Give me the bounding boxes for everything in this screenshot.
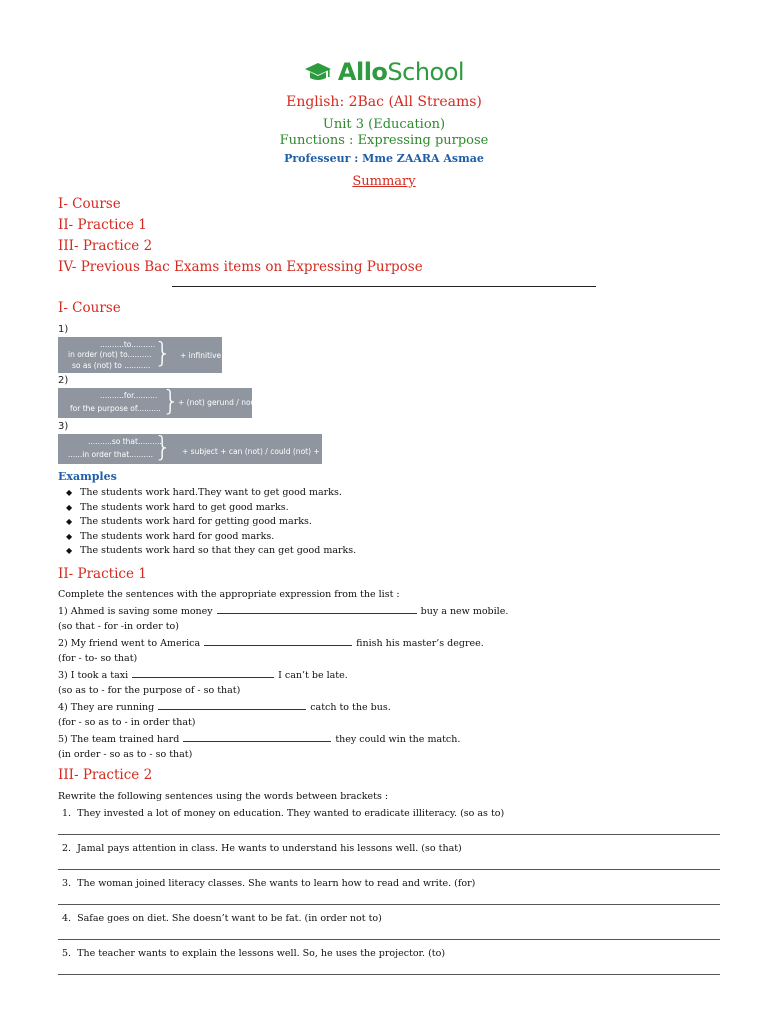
formula-box-3 [58, 430, 355, 464]
diamond-bullet-icon: ◆ [66, 546, 73, 555]
question-number: 5. [62, 948, 72, 959]
toc-item: III- Practice 2 [58, 238, 153, 254]
question-number: 1. [62, 808, 72, 819]
question-number: 3. [62, 878, 72, 889]
answer-line[interactable] [58, 869, 720, 870]
practice1-heading: II- Practice 1 [58, 566, 147, 582]
formula-rule: + subject + can (not) / could (not) + infinitive [182, 447, 355, 456]
question-text: Safae goes on diet. She doesn’t want to be fat. (in order not to) [77, 913, 382, 924]
sentence-start: 1) Ahmed is saving some money [58, 606, 213, 617]
list-item [66, 501, 356, 516]
answer-blank[interactable] [183, 733, 331, 742]
list-item [66, 544, 356, 559]
sentence-start: 3) I took a taxi [58, 670, 129, 681]
sentence-end: catch to the bus. [310, 702, 391, 713]
question-number: 2. [62, 843, 72, 854]
answer-line[interactable] [58, 939, 720, 940]
answer-line[interactable] [58, 834, 720, 835]
formula-number: 2) [58, 375, 69, 386]
formula-box-2 [58, 384, 261, 418]
list-item [66, 515, 356, 530]
course-heading: I- Course [58, 300, 121, 316]
example-text: The students work hard.They want to get good marks. [80, 487, 342, 498]
practice1-options: (for - so as to - in order that) [58, 717, 196, 728]
summary-heading: Summary [352, 174, 416, 189]
answer-blank[interactable] [204, 637, 352, 646]
practice2-question [62, 878, 475, 889]
practice2-question [62, 948, 445, 959]
question-text: The woman joined literacy classes. She wants to learn how to read and write. (for) [77, 878, 476, 889]
question-number: 4. [62, 913, 72, 924]
practice2-question [62, 843, 462, 854]
answer-blank[interactable] [158, 701, 306, 710]
sentence-end: finish his master’s degree. [356, 638, 484, 649]
question-text: The teacher wants to explain the lessons well. So, he uses the projector. (to) [77, 948, 446, 959]
unit-title: Unit 3 (Education) [322, 117, 446, 132]
section-divider [172, 286, 596, 287]
functions-title: Functions : Expressing purpose [279, 133, 489, 148]
answer-blank[interactable] [217, 605, 417, 614]
brace-icon: } [154, 336, 172, 369]
formula-number: 3) [58, 421, 69, 432]
formula-line: in order (not) to.......... [68, 350, 152, 359]
graduation-cap-icon [304, 60, 332, 84]
brace-icon: } [154, 430, 172, 463]
practice2-question [62, 913, 382, 924]
formula-line: ..........so that.......... [88, 437, 162, 446]
examples-list [66, 486, 356, 559]
diamond-bullet-icon: ◆ [66, 517, 73, 526]
practice1-sentence [58, 637, 484, 649]
example-text: The students work hard to get good marks. [80, 501, 289, 513]
practice1-options: (in order - so as to - so that) [58, 749, 193, 760]
answer-line[interactable] [58, 974, 720, 975]
answer-blank[interactable] [132, 669, 274, 678]
practice2-question [62, 808, 504, 819]
brace-icon: } [162, 384, 180, 417]
toc-item: II- Practice 1 [58, 217, 147, 233]
sentence-start: 5) The team trained hard [58, 734, 180, 745]
practice1-instruction: Complete the sentences with the appropriate expression from the list : [58, 589, 400, 600]
answer-line[interactable] [58, 904, 720, 905]
question-text: They invested a lot of money on education. They wanted to eradicate illiteracy. (so as to) [77, 808, 505, 819]
sentence-end: they could win the match. [335, 734, 461, 745]
example-text: The students work hard for getting good marks. [80, 516, 312, 527]
sentence-start: 2) My friend went to America [58, 638, 201, 649]
formula-line: for the purpose of.......... [70, 404, 161, 413]
practice1-sentence [58, 669, 348, 681]
toc-item: I- Course [58, 196, 121, 212]
formula-line: so as (not) to ........... [72, 361, 151, 370]
practice1-sentence [58, 605, 508, 617]
sentence-start: 4) They are running [58, 702, 155, 713]
list-item [66, 486, 356, 501]
diamond-bullet-icon: ◆ [66, 531, 73, 541]
formula-line: ..........for.......... [100, 391, 158, 400]
logo-text-school: School [387, 58, 465, 86]
formula-line: ..........to.......... [100, 340, 156, 349]
document-title: English: 2Bac (All Streams) [286, 94, 482, 110]
practice2-instruction: Rewrite the following sentences using the words between brackets : [58, 791, 389, 802]
alloschool-logo [0, 58, 768, 88]
examples-heading: Examples [58, 470, 117, 483]
sentence-end: buy a new mobile. [420, 606, 509, 617]
formula-line: ......in order that.......... [68, 450, 153, 459]
practice1-options: (for - to- so that) [58, 653, 138, 664]
formula-box-1 [58, 337, 222, 373]
example-text: The students work hard so that they can get good marks. [80, 545, 357, 556]
practice1-sentence [58, 701, 391, 713]
toc-item: IV- Previous Bac Exams items on Expressing Purpose [58, 259, 423, 275]
formula-rule: + infinitive [180, 351, 222, 360]
practice1-options: (so as to - for the purpose of - so that) [58, 685, 241, 696]
table-of-contents [58, 194, 423, 278]
diamond-bullet-icon: ◆ [66, 488, 73, 497]
practice1-options: (so that - for -in order to) [58, 621, 179, 632]
logo-text-allo: Allo [337, 58, 388, 86]
sentence-end: I can’t be late. [278, 670, 348, 681]
question-text: Jamal pays attention in class. He wants to understand his lessons well. (so that) [77, 843, 462, 854]
professor-name: Professeur : Mme ZAARA Asmae [284, 152, 484, 165]
practice1-sentence [58, 733, 460, 745]
formula-number: 1) [58, 324, 69, 335]
formula-rule: + (not) gerund / noun [178, 398, 261, 407]
list-item [66, 530, 356, 545]
example-text: The students work hard for good marks. [80, 530, 275, 542]
practice2-heading: III- Practice 2 [58, 767, 153, 783]
diamond-bullet-icon: ◆ [66, 502, 73, 512]
